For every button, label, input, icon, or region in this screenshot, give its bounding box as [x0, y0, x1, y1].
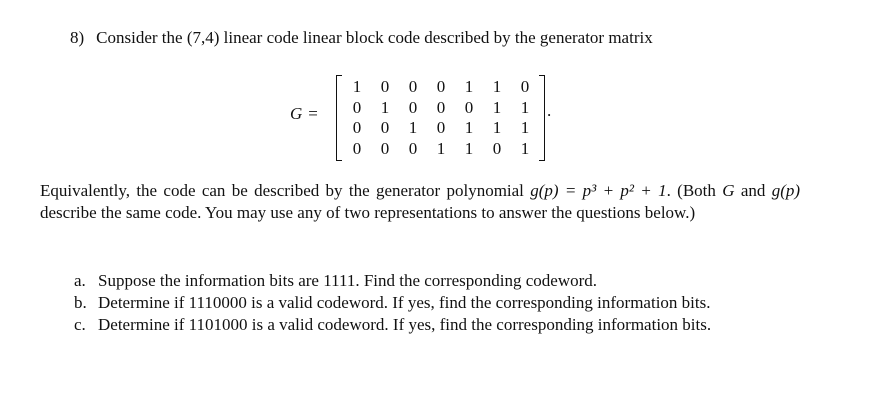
- matrix-rows: [343, 77, 539, 159]
- matrix-cell: 1: [380, 97, 390, 117]
- matrix-row: [343, 118, 539, 139]
- matrix-cell: 1: [408, 118, 418, 137]
- subquestion-b: [74, 292, 774, 314]
- polynomial-lhs: g(p): [530, 181, 559, 200]
- matrix-cell: 0: [436, 118, 446, 137]
- subquestion-c: [74, 314, 774, 336]
- question-header: [70, 27, 653, 49]
- matrix-cell: 0: [408, 138, 418, 158]
- generator-matrix-block: [290, 75, 590, 161]
- left-bracket: [336, 75, 342, 161]
- matrix-cell: 0: [436, 97, 446, 117]
- subquestion-list: [74, 270, 774, 336]
- matrix-cell: 1: [492, 97, 502, 117]
- equals-sign: =: [308, 104, 318, 123]
- subquestion-text: Suppose the information bits are 1111. Find the corresponding codeword.: [98, 271, 598, 290]
- paragraph-part3: and: [734, 181, 772, 200]
- polynomial-symbol-inline: g(p): [771, 181, 801, 200]
- matrix-cell: 1: [436, 138, 446, 158]
- question-prompt: Consider the (7,4) linear code linear block code described by the generator matrix: [96, 28, 653, 47]
- matrix-row: [343, 139, 539, 160]
- description-paragraph: [40, 180, 800, 224]
- matrix-cell: 0: [408, 97, 418, 117]
- matrix-cell: 0: [380, 138, 390, 158]
- subquestion-letter: c.: [74, 315, 86, 334]
- subquestion-letter: a.: [74, 271, 86, 290]
- polynomial-rhs: = p³ + p² + 1: [558, 181, 667, 200]
- matrix-cell: 0: [464, 97, 474, 117]
- matrix-cell: 1: [520, 118, 530, 137]
- matrix-cell: 0: [380, 77, 390, 96]
- matrix-cell: 1: [464, 118, 474, 137]
- matrix-cell: 0: [492, 138, 502, 158]
- matrix-symbol-inline: G: [722, 181, 735, 200]
- matrix-cell: 0: [408, 77, 418, 96]
- matrix-cell: 1: [492, 77, 502, 96]
- subquestion-a: [74, 270, 774, 292]
- matrix-cell: 0: [352, 138, 362, 158]
- matrix-period: .: [547, 101, 552, 120]
- matrix-cell: 1: [352, 77, 362, 96]
- paragraph-part1: Equivalently, the code can be described by the generator polynomial: [40, 181, 531, 200]
- matrix-cell: 1: [492, 118, 502, 137]
- subquestion-letter: b.: [74, 293, 87, 312]
- paragraph-part4: describe the same code. You may use any of two representations to answer the questions below.): [40, 203, 696, 222]
- matrix-row: [343, 98, 539, 119]
- matrix-cell: 1: [520, 97, 530, 117]
- right-bracket: [539, 75, 545, 161]
- question-number: 8): [70, 28, 85, 47]
- paragraph-part2: . (Both: [666, 181, 723, 200]
- subquestion-text: Determine if 1101000 is a valid codeword. If yes, find the corresponding information bits.: [98, 315, 712, 334]
- matrix-cell: 0: [380, 118, 390, 137]
- matrix-cell: 0: [520, 77, 530, 96]
- matrix-row: [343, 77, 539, 98]
- subquestion-text: Determine if 1110000 is a valid codeword. If yes, find the corresponding information bits.: [98, 293, 711, 312]
- matrix-cell: 0: [436, 77, 446, 96]
- matrix-cell: 1: [520, 138, 530, 158]
- matrix-cell: 0: [352, 118, 362, 137]
- matrix-cell: 1: [464, 77, 474, 96]
- matrix-cell: 0: [352, 97, 362, 117]
- generator-matrix: [336, 75, 545, 161]
- matrix-symbol: G: [290, 104, 303, 123]
- matrix-cell: 1: [464, 138, 474, 158]
- matrix-label: [290, 104, 318, 124]
